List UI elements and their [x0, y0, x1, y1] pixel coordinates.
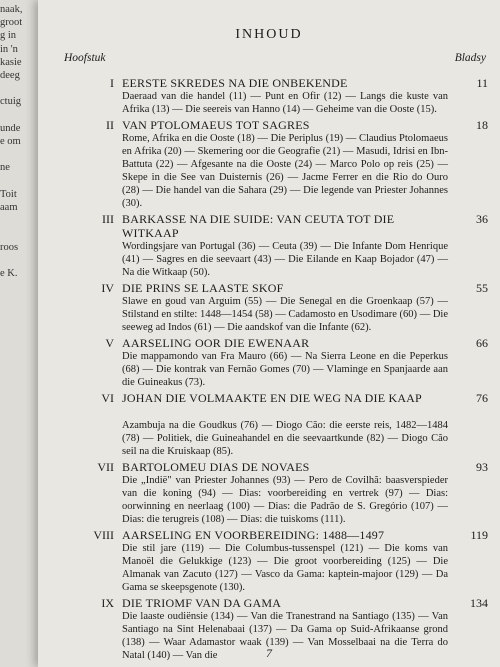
chapter-subsections: Daeraad van die handel (11) — Punt en Ofir (12) — Langs die kuste van Afrika (13) — Die seereis van Hanno (14) — Geheime van die Ooste (15). — [122, 91, 448, 115]
chapter-title: AARSELING OOR DIE EWENAAR — [122, 336, 310, 350]
chapter-page-number: 36 — [476, 212, 488, 226]
chapter-column-label: Hoofstuk — [64, 52, 106, 64]
page-number: 7 — [266, 646, 272, 660]
chapter-number: V — [105, 336, 114, 350]
table-of-contents — [64, 76, 488, 664]
chapter-heading — [64, 596, 488, 610]
chapter-title: DIE TRIOMF VAN DA GAMA — [122, 596, 282, 610]
chapter-number: I — [110, 76, 114, 90]
chapter-number: II — [106, 118, 114, 132]
chapter-page-number: 76 — [476, 391, 488, 405]
facing-page-text-fragment: e K. — [0, 268, 18, 279]
facing-page-text-fragment: unde — [0, 122, 21, 134]
chapter-title: BARKASSE NA DIE SUIDE: VAN CEUTA TOT DIE WITKAAP — [122, 212, 395, 240]
toc-entry — [64, 391, 488, 458]
chapter-page-number: 119 — [470, 528, 488, 542]
chapter-title: BARTOLOMEU DIAS DE NOVAES — [122, 460, 310, 474]
facing-page-text-fragment: naak, — [0, 4, 23, 15]
page-title: INHOUD — [235, 27, 303, 42]
chapter-subsections: Azambuja na die Goudkus (76) — Diogo Cão: die eerste reis, 1482—1484 (78) — Politiek, die Guineahandel en die seevaartkunde (82) — Diogo Cão seil na die Kruiskaap (85). — [122, 420, 448, 457]
chapter-title: EERSTE SKREDES NA DIE ONBEKENDE — [122, 76, 348, 90]
facing-page-text-fragment: aam — [0, 202, 18, 213]
chapter-number: VIII — [93, 528, 114, 542]
chapter-page-number: 11 — [476, 76, 488, 90]
chapter-heading — [64, 281, 488, 295]
facing-page-edge — [0, 0, 38, 667]
toc-entry — [64, 118, 488, 210]
chapter-subsections: Slawe en goud van Arguim (55) — Die Senegal en die Groenkaap (57) — Stilstand en stilte: 1448—1454 (58) — Cadamosto en Usodimare (60) — Die seeweg ad Indos (61) — Die aandskof van die Infante (62). — [122, 296, 448, 333]
chapter-heading — [64, 118, 488, 132]
chapter-number: VI — [101, 391, 114, 405]
chapter-title: JOHAN DIE VOLMAAKTE EN DIE WEG NA DIE KAAP — [122, 391, 422, 405]
toc-page — [38, 0, 500, 667]
chapter-title: VAN PTOLOMAEUS TOT SAGRES — [122, 118, 310, 132]
toc-entry — [64, 460, 488, 526]
chapter-number: IV — [101, 281, 114, 295]
chapter-subsections: Die laaste oudiënsie (134) — Van die Tranestrand na Santiago (135) — Van Santiago na Sint Helenabaai (137) — Da Gama op Suid-Afrikaanse grond (138) — Waar Adamastor waak (139) — Van Mosselbaai na die Terra do Natal (140) — Van die — [122, 611, 448, 661]
chapter-heading — [64, 76, 488, 90]
chapter-number: VII — [97, 460, 114, 474]
toc-entry — [64, 528, 488, 594]
toc-entry — [64, 76, 488, 116]
chapter-heading — [64, 391, 488, 419]
chapter-heading — [64, 528, 488, 542]
chapter-page-number: 93 — [476, 460, 488, 474]
facing-page-text-fragment: in 'n — [0, 43, 18, 55]
toc-entry — [64, 336, 488, 389]
facing-page-text-fragment: ctuig — [0, 96, 21, 108]
facing-page-text-fragment: Toit — [0, 188, 17, 200]
chapter-subsections: Die „Indië" van Priester Johannes (93) — Pero de Covilhã: baasverspieder van die koning (94) — Dias: voorbereiding en vertrek (97) — Dias: oorwinning en neerlaag (100) — Dias: die Padrão de S. Gregório (107) — Dias: die terugreis (108) — Dias: die tuiskoms (111). — [122, 475, 448, 525]
facing-page-text-fragment: ne — [0, 162, 10, 174]
facing-page-text-fragment: kasie — [0, 56, 22, 68]
chapter-heading — [64, 460, 488, 474]
chapter-number: III — [102, 212, 114, 226]
chapter-subsections: Die mappamondo van Fra Mauro (66) — Na Sierra Leone en die Peperkus (68) — Die kontrak van Fernão Gomes (70) — Vlaminge en Spanjaarde aan die Guineakus (73). — [122, 351, 448, 388]
chapter-heading — [64, 336, 488, 350]
chapter-title: DIE PRINS SE LAASTE SKOF — [122, 281, 284, 295]
chapter-page-number: 66 — [476, 336, 488, 350]
toc-entry — [64, 212, 488, 279]
facing-page-text-fragment: roos — [0, 241, 19, 253]
chapter-subsections: Die stil jare (119) — Die Columbus-tussenspel (121) — Die koms van Manoël die Gelukkige (123) — Die groot voorbereiding (125) — Die Almanak van Zacuto (127) — Vasco da Gama: kaptein-majoor (129) — Da Gama se skeepsgenote (130). — [122, 543, 448, 593]
chapter-subsections: Rome, Afrika en die Ooste (18) — Die Periplus (19) — Claudius Ptolomaeus en Afrika (20) — Skemering oor die Geografie (21) — Masudi, Idrisi en Ibn-Battuta (22) — Afgesante na die Ooste (24) — Marco Polo op reis (25) — Skepe in die See van Duisternis (26) — Jacme Ferrer en die Rio do Ouro (28) — Die handel van die Sahara (29) — Die legende van Priester Johannes (30). — [122, 133, 448, 209]
facing-page-text-fragment: deeg — [0, 70, 20, 81]
chapter-page-number: 55 — [476, 281, 488, 295]
toc-entry — [64, 281, 488, 334]
facing-page-text-fragment: groot — [0, 17, 23, 29]
chapter-heading — [64, 212, 488, 240]
chapter-page-number: 134 — [470, 596, 488, 610]
chapter-subsections: Wordingsjare van Portugal (36) — Ceuta (39) — Die Infante Dom Henrique (41) — Sagres en die seevaart (43) — Die Eilande en Kaap Bojador (47) — Na die Witkaap (50). — [122, 241, 448, 278]
chapter-page-number: 18 — [476, 118, 488, 132]
chapter-title: AARSELING EN VOORBEREIDING: 1488—1497 — [122, 528, 385, 542]
page-column-label: Bladsy — [454, 52, 486, 64]
facing-page-text-fragment: g in — [0, 30, 17, 42]
facing-page-text-fragment: e om — [0, 136, 21, 147]
chapter-number: IX — [101, 596, 114, 610]
